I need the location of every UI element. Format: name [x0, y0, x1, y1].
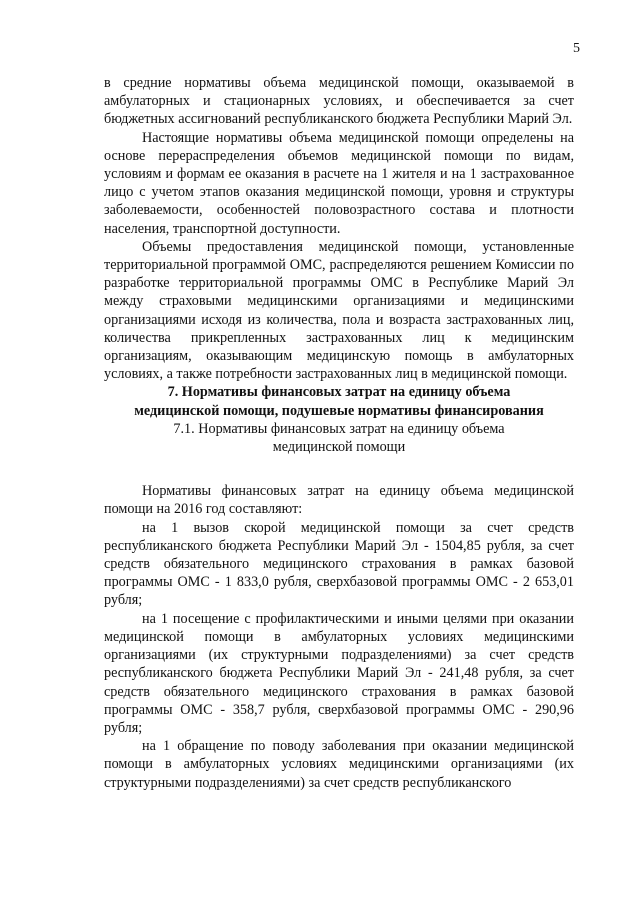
paragraph-continuation: в средние нормативы объема медицинской помощи, оказываемой в амбулаторных и стационарных условиях, и обеспечивается за счет бюджетных ассигнований республиканского бюджета Республики Марий Эл. — [104, 75, 574, 128]
section-heading-line-1: 7. Нормативы финансовых затрат на единицу объема — [167, 384, 511, 401]
section-heading — [104, 383, 574, 419]
document-body — [104, 74, 574, 792]
spacer — [104, 456, 574, 482]
section-heading-line-2: медицинской помощи, подушевые нормативы финансирования — [134, 402, 544, 419]
paragraph-volume-distribution: Объемы предоставления медицинской помощи, установленные территориальной программой ОМС, распределяются решением Комиссии по разработке территориальной программы ОМС в Республике Марий Эл между страховыми медицинскими организациями и медицинскими организациями исходя из количества, пола и возраста застрахованных лиц, количества прикрепленных застрахованных лиц к медицинским организациям, оказывающим медицинскую помощь в амбулаторных условиях, а также потребности застрахованных лиц в медицинской помощи. — [104, 238, 574, 383]
page-number: 5 — [573, 41, 580, 56]
paragraph-disease-visit: на 1 обращение по поводу заболевания при оказании медицинской помощи в амбулаторных условиях медицинскими организациями (их структурными подразделениями) за счет средств республиканского — [104, 738, 574, 791]
paragraph-norms-basis: Настоящие нормативы объема медицинской помощи определены на основе перераспределения объемов медицинской помощи по видам, условиям и формам ее оказания в расчете на 1 жителя и на 1 застрахованное лицо с учетом этапов оказания медицинской помощи, уровня и структуры заболеваемости, особенностей половозрастного состава и плотности населения, транспортной доступности. — [104, 129, 574, 237]
paragraph-preventive-visit: на 1 посещение с профилактическими и иными целями при оказании медицинской помощи в амбулаторных условиях медицинскими организациями (их структурными подразделениями) за счет средств республиканского бюджета Республики Марий Эл - 241,48 рубля, за счет средств обязательного медицинского страхования в рамках базовой программы ОМС - 358,7 рубля, сверхбазовой программы ОМС - 290,96 рубля; — [104, 610, 574, 736]
subsection-heading-line-1: 7.1. Нормативы финансовых затрат на единицу объема — [173, 420, 505, 437]
subsection-heading-line-2: медицинской помощи — [272, 439, 406, 456]
subsection-heading — [104, 420, 574, 456]
paragraph-ambulance-call: на 1 вызов скорой медицинской помощи за счет средств республиканского бюджета Республики Марий Эл - 1504,85 рубля, за счет средств обязательного медицинского страхования в рамках базовой программы ОМС - 1 833,0 рубля, сверхбазовой программы ОМС - 2 653,01 рубля; — [104, 519, 574, 609]
paragraph-cost-norms-intro: Нормативы финансовых затрат на единицу объема медицинской помощи на 2016 год составляют: — [104, 483, 574, 518]
